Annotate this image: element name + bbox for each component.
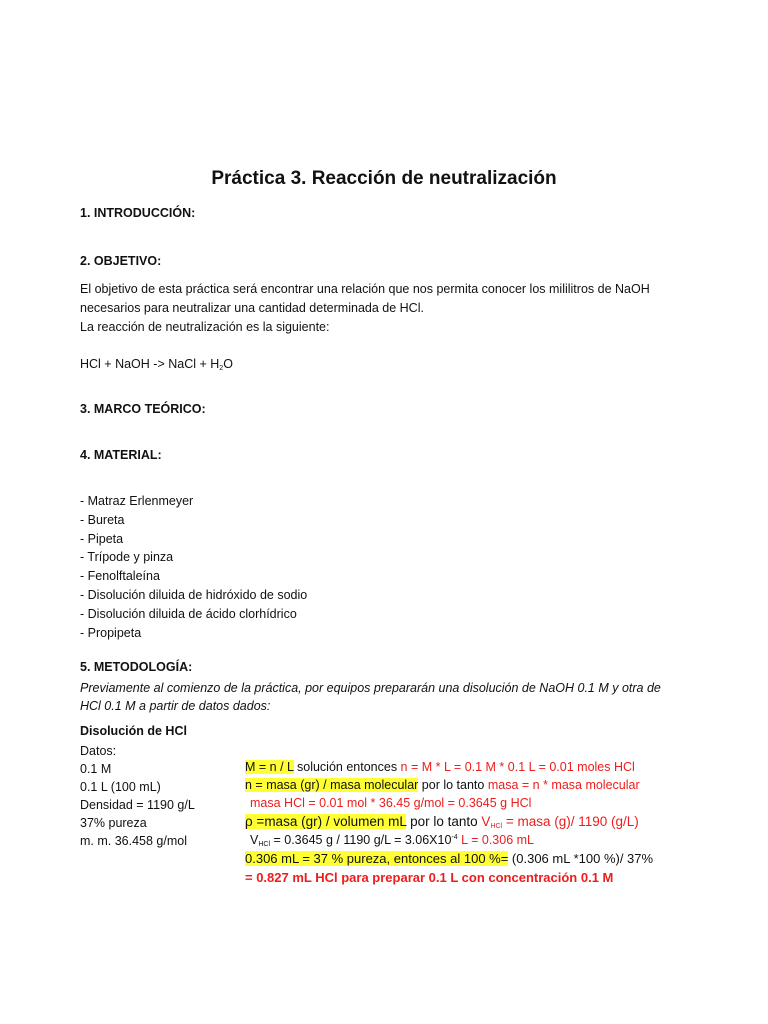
list-item: - Fenolftaleína bbox=[80, 569, 160, 584]
section-heading-introduccion: 1. INTRODUCCIÓN: bbox=[80, 206, 196, 220]
calc-line-2: n = masa (gr) / masa molecular por lo tanto masa = n * masa molecular bbox=[245, 778, 640, 792]
list-item: - Trípode y pinza bbox=[80, 550, 174, 565]
hcl-data-list bbox=[80, 742, 195, 850]
list-item: - Propipeta bbox=[80, 625, 142, 640]
objetivo-paragraph-line: La reacción de neutralización es la siguiente: bbox=[80, 320, 330, 334]
list-item: - Bureta bbox=[80, 512, 125, 527]
calc-line-4: ρ =masa (gr) / volumen mL por lo tanto $V_{HCl}$ = masa (g)/ 1190 (g/L) bbox=[245, 814, 639, 830]
list-item: - Matraz Erlenmeyer bbox=[80, 494, 194, 508]
page-title: Práctica 3. Reacción de neutralización bbox=[211, 168, 557, 189]
calc-line-6: 0.306 mL = 37 % pureza, entonces al 100 %= (0.306 mL *100 %)/ 37% bbox=[245, 851, 654, 866]
section-heading-material: 4. MATERIAL: bbox=[80, 448, 162, 462]
list-item: - Disolución diluida de ácido clorhídrico bbox=[80, 606, 297, 621]
calc-line-7: = 0.827 mL HCl para preparar 0.1 L con concentración 0.1 M bbox=[245, 870, 614, 885]
calc-line-3: masa HCl = 0.01 mol * 36.45 g/mol = 0.3645 g HCl bbox=[250, 796, 532, 810]
data-line: m. m. 36.458 g/mol bbox=[80, 834, 187, 848]
hcl-heading: Disolución de HCl bbox=[80, 724, 187, 738]
data-line: Datos: bbox=[80, 744, 117, 758]
calc-line-5: $V_{HCl} = 0.3645$ g / 1190 $g/L = 3.06X10^{-4}$ L = 0.306 mL bbox=[250, 833, 534, 848]
section-heading-metodologia: 5. METODOLOGÍA: bbox=[80, 660, 193, 674]
section-heading-objetivo: 2. OBJETIVO: bbox=[80, 254, 162, 268]
section-heading-marco-teorico: 3. MARCO TEÓRICO: bbox=[80, 402, 206, 416]
calc-line-1: M = n / L solución entonces n = M * L = 0.1 M * 0.1 L = 0.01 moles HCl bbox=[245, 760, 635, 774]
objetivo-paragraph-line: El objetivo de esta práctica será encontrar una relación que nos permita conocer los mililitros de NaOH bbox=[80, 282, 650, 296]
reaction-equation: HCl + NaOH -> NaCl + $H_2O$ bbox=[80, 357, 233, 372]
list-item: - Disolución diluida de hidróxido de sodio bbox=[80, 587, 308, 602]
metodologia-paragraph-line: Previamente al comienzo de la práctica, por equipos prepararán una disolución de NaOH 0.1 M y otra de bbox=[80, 681, 661, 695]
list-item: - Pipeta bbox=[80, 531, 124, 546]
data-line: 0.1 L (100 mL) bbox=[80, 780, 161, 794]
objetivo-paragraph-line: necesarios para neutralizar una cantidad determinada de HCl. bbox=[80, 301, 424, 315]
metodologia-paragraph-line: HCl 0.1 M a partir de datos dados: bbox=[80, 699, 271, 713]
material-list bbox=[80, 492, 307, 642]
data-line: Densidad = 1190 g/L bbox=[80, 798, 195, 812]
data-line: 0.1 M bbox=[80, 762, 112, 776]
data-line: 37% pureza bbox=[80, 816, 147, 830]
